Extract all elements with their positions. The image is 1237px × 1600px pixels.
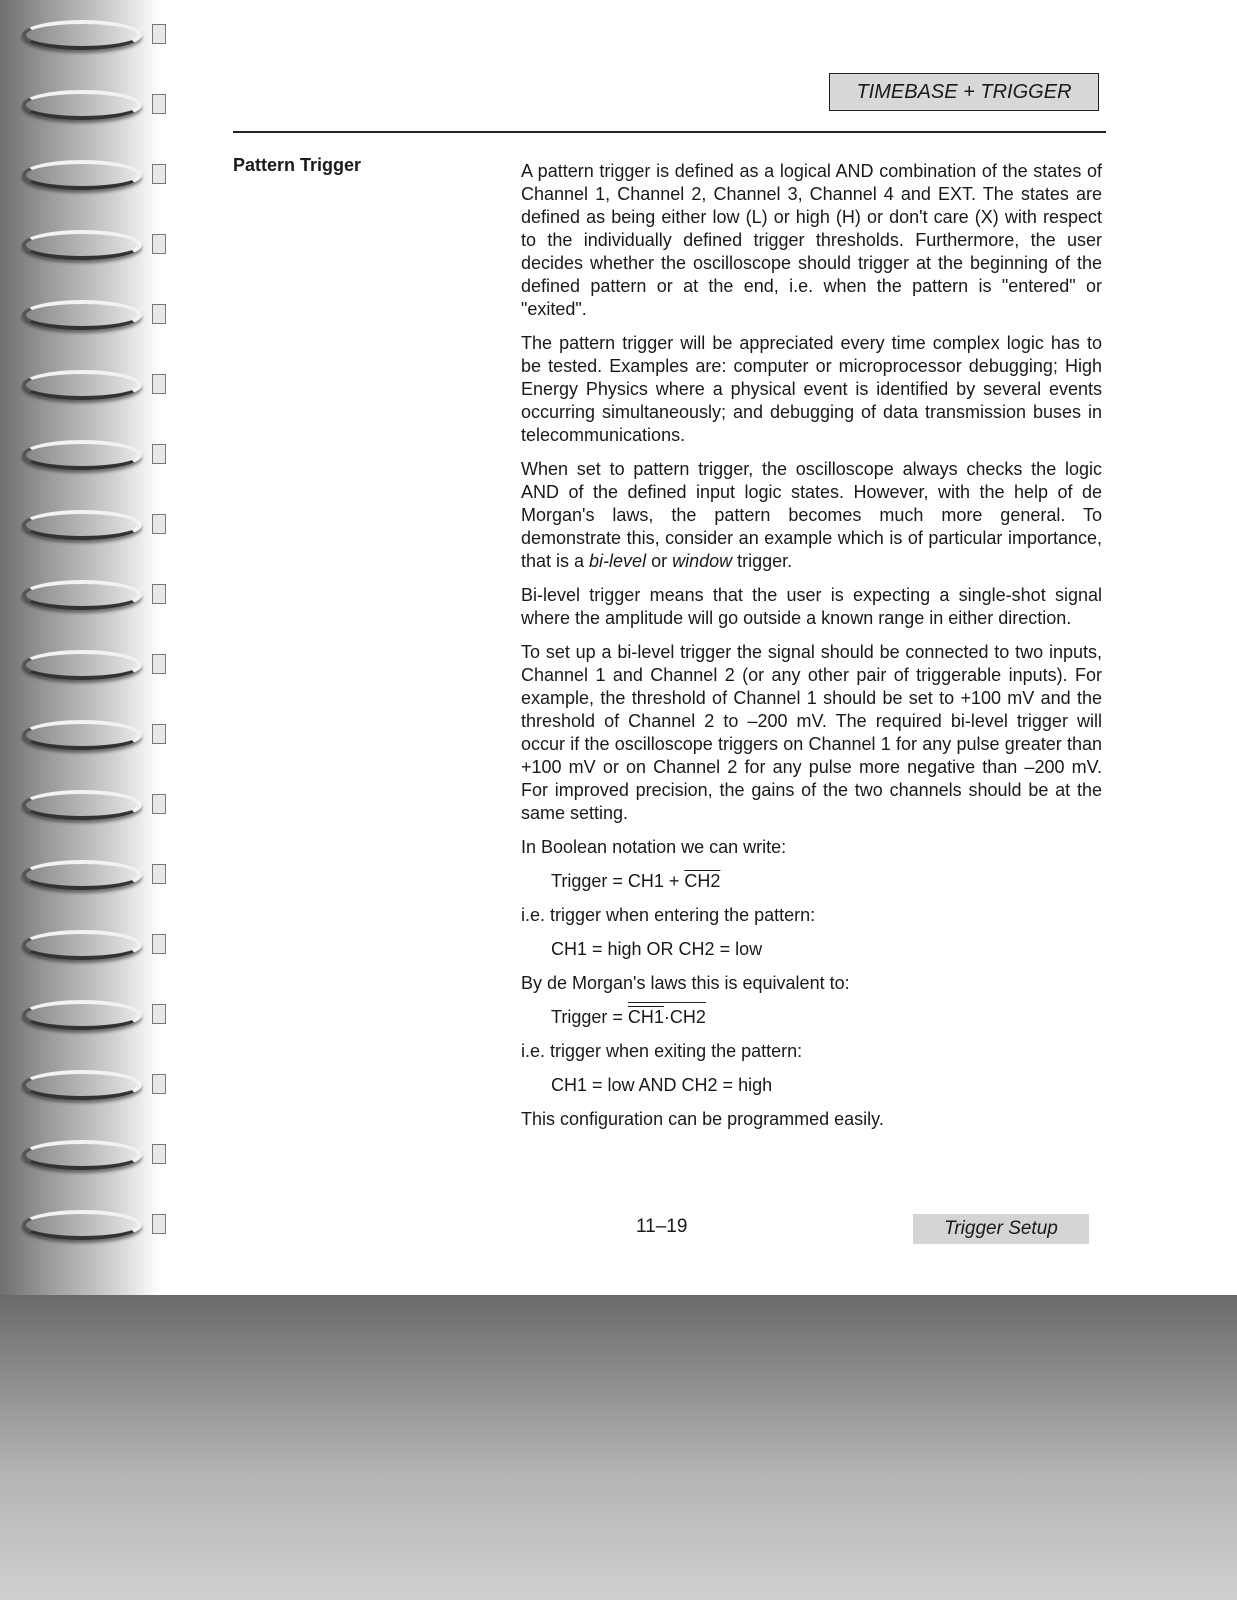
- binding-hole: [152, 934, 166, 954]
- condition-entering: CH1 = high OR CH2 = low: [551, 939, 763, 959]
- paragraph: A pattern trigger is defined as a logical AND combination of the states of Channel 1, Channel 2, Channel 3, Channel 4 and EXT. The states are defined as being either low (L) or high (H) or don't care (X) with respect to the individually defined trigger thresholds. Furthermore, the user decides whether the oscilloscope should trigger at the beginning of the defined pattern or at the end, i.e. when the pattern is "entered" or "exited".: [521, 161, 1102, 319]
- page-number: 11–19: [636, 1216, 688, 1237]
- binding-coil: [22, 230, 142, 260]
- binding-coil: [22, 1070, 142, 1100]
- paragraph: i.e. trigger when exiting the pattern:: [521, 1041, 803, 1061]
- binding-hole: [152, 864, 166, 884]
- binding-coil: [22, 930, 142, 960]
- binding-hole: [152, 1074, 166, 1094]
- section-tab: TIMEBASE + TRIGGER: [829, 73, 1099, 111]
- binding-coil: [22, 580, 142, 610]
- binding-hole: [152, 234, 166, 254]
- binding-hole: [152, 94, 166, 114]
- binding-coil: [22, 440, 142, 470]
- condition-exiting: CH1 = low AND CH2 = high: [551, 1075, 773, 1095]
- formula-trigger-and: Trigger = CH1·CH2: [551, 1007, 706, 1027]
- binding-coil: [22, 650, 142, 680]
- binding-coil: [22, 20, 142, 50]
- binding-coil: [22, 90, 142, 120]
- binding-coil: [22, 860, 142, 890]
- paragraph: In Boolean notation we can write:: [521, 837, 787, 857]
- binding-coil: [22, 370, 142, 400]
- binding-coil: [22, 300, 142, 330]
- chapter-tab: Trigger Setup: [913, 1214, 1089, 1244]
- paragraph: This configuration can be programmed easily.: [521, 1109, 884, 1129]
- binding-hole: [152, 444, 166, 464]
- binding-coil: [22, 160, 142, 190]
- binding-hole: [152, 24, 166, 44]
- binding-coil: [22, 1140, 142, 1170]
- paragraph: To set up a bi-level trigger the signal should be connected to two inputs, Channel 1 and Channel 2 (or any other pair of triggerable inputs). For example, the threshold of Channel 1 should be set to +100 mV and the threshold of Channel 2 to –200 mV. The required bi-level trigger will occur if the oscilloscope triggers on Channel 1 for any pulse greater than +100 mV or on Channel 2 for any pulse more negative than –200 mV. For improved precision, the gains of the two channels should be at the same setting.: [521, 642, 1102, 823]
- binding-hole: [152, 584, 166, 604]
- binding-hole: [152, 164, 166, 184]
- binding-coil: [22, 790, 142, 820]
- binding-coil: [22, 510, 142, 540]
- paragraph: By de Morgan's laws this is equivalent to:: [521, 973, 850, 993]
- page-bottom-shadow: [0, 1295, 1237, 1600]
- paragraph: Bi-level trigger means that the user is expecting a single-shot signal where the amplitude will go outside a known range in either direction.: [521, 585, 1102, 628]
- binding-hole: [152, 514, 166, 534]
- section-title: Pattern Trigger: [233, 155, 362, 175]
- formula-trigger-or: Trigger = CH1 + CH2: [551, 871, 721, 891]
- binding-coil: [22, 720, 142, 750]
- binding-hole: [152, 304, 166, 324]
- binding-hole: [152, 374, 166, 394]
- binding-hole: [152, 654, 166, 674]
- paragraph: i.e. trigger when entering the pattern:: [521, 905, 816, 925]
- paragraph: The pattern trigger will be appreciated every time complex logic has to be tested. Examples are: computer or microprocessor debugging; High Energy Physics where a physical event is identified by several events occurring simultaneously; and debugging of data transmission buses in telecommunications.: [521, 333, 1102, 445]
- header-rule: [233, 131, 1106, 133]
- binding-hole: [152, 1214, 166, 1234]
- paragraph: When set to pattern trigger, the oscilloscope always checks the logic AND of the defined input logic states. However, with the help of de Morgan's laws, the pattern becomes much more general. To demonstrate this, consider an example which is of particular importance, that is a bi-level or window trigger.: [521, 459, 1102, 571]
- binding-coil: [22, 1000, 142, 1030]
- binding-coil: [22, 1210, 142, 1240]
- binding-hole: [152, 724, 166, 744]
- binding-hole: [152, 1004, 166, 1024]
- binding-hole: [152, 1144, 166, 1164]
- binding-hole: [152, 794, 166, 814]
- body-text: [521, 160, 1102, 1142]
